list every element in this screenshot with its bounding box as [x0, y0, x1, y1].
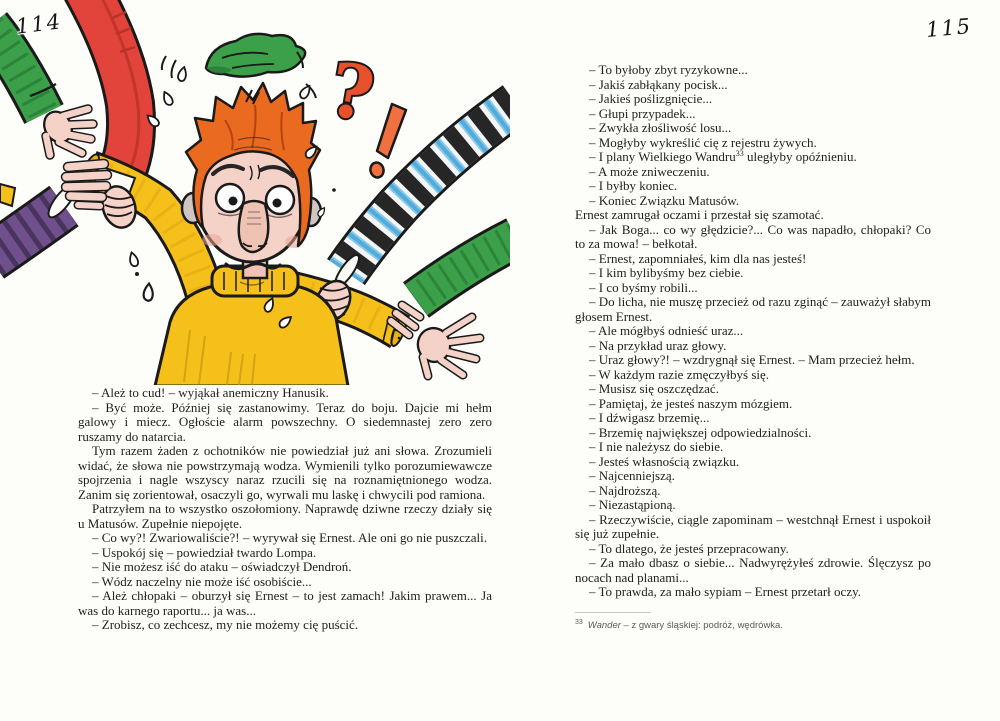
dialogue-line: – Najdroższą. [589, 482, 661, 498]
dialogue-line: – Wódz naczelny nie może iść osobiście... [92, 573, 312, 589]
dialogue-line: – Być może. Później się zastanowimy. Teraz do boju. Dajcie mi hełm galowy i miecz. Ogłoście alarm powszechny. O siedemnastej zero zero ruszamy do natarcia. [78, 399, 492, 444]
dialogue-line: – Jak Boga... co wy głędzicie?... Co was napadło, chłopaki? Co to za mowa! – bełkotał. [575, 221, 931, 251]
open-hand-left [39, 107, 93, 155]
dialogue-line: – Jakiś zabłąkany pocisk... [589, 76, 728, 92]
dialogue-line: – I dźwigasz brzemię... [589, 410, 710, 425]
svg-text:?: ? [322, 46, 381, 140]
dialogue-line: – I kim bylibyśmy bez ciebie. [589, 265, 744, 280]
dialogue-line: – Jakieś poślizgnięcie... [589, 91, 713, 106]
dialogue-line: – To byłoby zbyt ryzykowne... [589, 62, 748, 77]
dialogue-line: – To dlatego, że jesteś przepracowany. [589, 540, 789, 556]
dialogue-line: – Zwykła złośliwość losu... [589, 120, 732, 135]
dialogue-line: – I nie należysz do siebie. [589, 439, 724, 454]
dialogue-line: – W każdym razie zmęczyłbyś się. [589, 366, 770, 382]
boy-spread-hand [413, 317, 480, 376]
footnote-ref-post: uległyby opóźnieniu. [743, 149, 857, 164]
dialogue-line: – Musisz się oszczędzać. [589, 381, 719, 396]
dialogue-line: – To prawda, za mało sypiam – Ernest przetarł oczy. [589, 584, 861, 599]
dialogue-line: – Zrobisz, co zechcesz, my nie możemy cię puścić. [92, 617, 359, 632]
dialogue-line: – I co byśmy robili... [589, 279, 698, 295]
narration: Ernest zamrugał oczami i przestał się szamotać. [575, 207, 824, 222]
footnote-term: Wander [587, 620, 621, 631]
dialogue-line: – Ale mógłbyś odnieść uraz... [589, 323, 744, 338]
page-number-right: 115 [924, 14, 973, 42]
question-mark-icon [323, 47, 381, 139]
exclamation-mark-icon [369, 104, 406, 179]
footnote-text: – z gwary śląskiej: podróż, wędrówka. [620, 620, 783, 631]
dialogue-line: – Mogłyby wykreślić cię z rejestru żywych. [589, 134, 817, 150]
narration: Patrzyłem na to wszystko oszołomiony. Naprawdę dziwne rzeczy działy się u Matusów. Zupełnie niepojęte. [78, 501, 492, 531]
dialogue-line: – Rzeczywiście, ciągle zapominam – westchnął Ernest i uspokoił się już zupełnie. [575, 511, 931, 541]
right-page-text [575, 63, 931, 600]
dialogue-line: – Pamiętaj, że jesteś naszym mózgiem. [589, 395, 793, 411]
dialogue-line: – Uraz głowy?! – wzdrygnął się Ernest. – Mam przecież hełm. [589, 352, 915, 367]
dialogue-line: – Co wy?! Zwariowaliście?! – wyrywał się Ernest. Ale oni go nie puszczali. [92, 530, 487, 545]
page-number-left: 114 [14, 9, 64, 39]
yellow-cuff-tip [0, 184, 15, 206]
dialogue-line: – Do licha, nie muszę przecież od razu zginąć – zauważył słabym głosem Ernest. [575, 294, 931, 324]
dialogue-line: – Brzemię największej odpowiedzialności. [589, 424, 812, 440]
footnote-rule [575, 612, 651, 613]
green-sleeve-top-left [0, 26, 93, 155]
dialogue-line: – Głupi przypadek... [589, 105, 696, 121]
green-cap [206, 34, 305, 77]
dialogue-line: – Niezastąpioną. [589, 497, 676, 512]
dialogue-line: – Ależ to cud! – wyjąkał anemiczny Hanusik. [92, 385, 329, 400]
dialogue-line: – Na przykład uraz głowy. [589, 337, 727, 353]
green-sleeve-bottom-right [416, 238, 510, 300]
footnote-ref-pre: – I plany Wielkiego Wandru [589, 149, 736, 164]
dialogue-line-with-footnote [575, 150, 931, 165]
dialogue-line: – Nie możesz iść do ataku – oświadczył Dendroń. [92, 559, 352, 574]
footnote-ref-marker: 33 [735, 149, 744, 158]
purple-sleeve-hand [66, 164, 107, 206]
dialogue-line: – Ależ chłopaki – oburzył się Ernest – to jest zamach! Jakim prawem... Ja was do karnego raportu... ja was... [78, 588, 492, 618]
dialogue-line: – I byłby koniec. [589, 178, 678, 193]
footnote-marker: 33 [575, 619, 583, 626]
dialogue-line: – A może zniweczeniu. [589, 163, 710, 179]
dialogue-line: – Uspokój się – powiedział twardo Lompa. [92, 544, 317, 560]
left-page-text [78, 386, 492, 633]
dialogue-line: – Koniec Związku Matusów. [589, 192, 740, 208]
book-illustration [0, 0, 510, 385]
dialogue-line: – Najcenniejszą. [589, 468, 675, 483]
dialogue-line: – Ernest, zapomniałeś, kim dla nas jesteś! [589, 250, 807, 266]
dialogue-line: – Jesteś własnością związku. [589, 453, 740, 469]
footnote [575, 620, 931, 631]
dialogue-line: – Za mało dbasz o siebie... Nadwyrężyłeś zdrowie. Ślęczysz po nocach nad planami... [575, 555, 931, 585]
footnote-area [575, 612, 931, 631]
narration: Tym razem żaden z ochotników nie powiedział już ani słowa. Zrozumieli widać, że słowa nie powstrzymają wodza. Wymienili tylko porozumiewawcze spojrzenia i nagle wszyscy naraz rzucili się na roznamiętnionego wodza. Zanim się zorientował, osaczyli go, wyrwali mu laskę i chwycili pod ramiona. [78, 443, 492, 502]
